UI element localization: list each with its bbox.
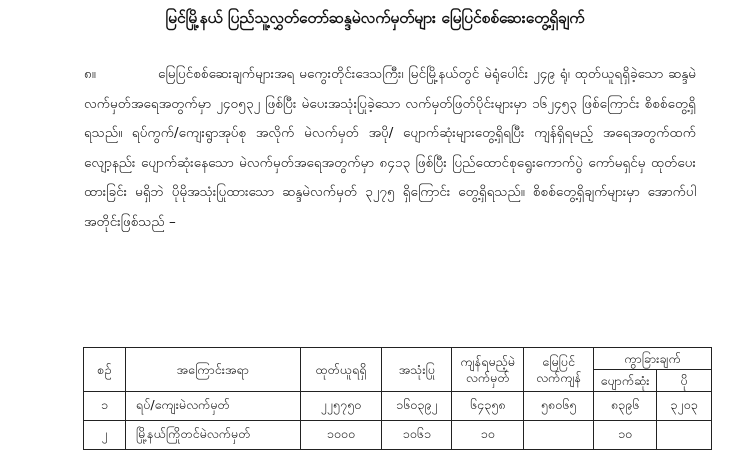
cell-description: ရပ်/ကျေးမဲလက်မှတ် — [125, 392, 300, 421]
document-title: မြင်မြို့နယ် ပြည်သူ့လွှတ်တော်ဆန္ဒမဲလက်မှတ်များ မြေပြင်စစ်ဆေးတွေ့ရှိချက် — [165, 9, 585, 27]
cell-extra — [657, 421, 712, 450]
ballot-table — [83, 347, 712, 450]
header-issued: ထုတ်ယူရရှိ — [300, 348, 382, 392]
cell-should-remain: ၁၀ — [452, 421, 524, 450]
cell-extra: ၃၂၀၃ — [657, 392, 712, 421]
table-row — [84, 421, 712, 450]
cell-should-remain: ၆၄၃၅၈ — [452, 392, 524, 421]
cell-no: ၂ — [84, 421, 126, 450]
header-extra: ပို — [657, 370, 712, 392]
cell-used: ၁၀၆၁ — [382, 421, 452, 450]
header-used: အသုံးပြု — [382, 348, 452, 392]
cell-field-remain: ၅၈၀၆၅ — [524, 392, 594, 421]
cell-no: ၁ — [84, 392, 126, 421]
header-should-remain: ကျန်ရမည့်မဲလက်မှတ် — [452, 348, 524, 392]
header-field-remain: မြေပြင်လက်ကျန် — [524, 348, 594, 392]
cell-issued: ၁၀၀၀ — [300, 421, 382, 450]
header-lost: ပျောက်ဆုံး — [594, 370, 657, 392]
paragraph-number: ၈။ — [84, 66, 96, 82]
cell-lost: ၁၀ — [594, 421, 657, 450]
paragraph-8 — [84, 60, 696, 237]
header-description: အကြောင်းအရာ — [125, 348, 300, 392]
cell-lost: ၈၃၉၆ — [594, 392, 657, 421]
cell-field-remain — [524, 421, 594, 450]
header-difference: ကွာခြားချက် — [594, 348, 712, 370]
cell-description: မြို့နယ်ကြိုတင်မဲလက်မှတ် — [125, 421, 300, 450]
table-row — [84, 392, 712, 421]
paragraph-text: မြေပြင်စစ်ဆေးချက်များအရ မကွေးတိုင်းဒေသကြီး၊ မြင်မြို့နယ်တွင် မဲရုံပေါင်း ၂၄၉ ရုံ၊ ထုတ်ယူရရှိခဲ့သော ဆန္ဒမဲလက်မှတ်အရေအတွက်မှာ ၂၄၀၅၃၂ ဖြစ်ပြီး မဲပေးအသုံးပြုခဲ့သော လက်မှတ်ဖြတ်ပိုင်းများမှာ ၁၆၂၄၅၃ ဖြစ်ကြောင်း စိစစ်တွေ့ရှိရသည်။ ရပ်ကွက်/ကျေးရွာအုပ်စု အလိုက် မဲလက်မှတ် အပို/ ပျောက်ဆုံးများတွေ့ရှိရပြီး ကျန်ရှိရမည့် အရေအတွက်ထက် လျော့နည်း ပျောက်ဆုံးနေသော မဲလက်မှတ်အရေအတွက်မှာ ၈၄၁၃ ဖြစ်ပြီး ပြည်ထောင်စုရွေးကောက်ပွဲ ကော်မရှင်မှ ထုတ်ပေးထားခြင်း မရှိဘဲ ပိုမိုအသုံးပြုထားသော ဆန္ဒမဲလက်မှတ် ၃၂၇၅ ရှိကြောင်း တွေ့ရှိရသည်။ စိစစ်တွေ့ရှိချက်များမှာ အောက်ပါအတိုင်းဖြစ်သည် – — [84, 66, 696, 230]
cell-used: ၁၆၀၃၉၂ — [382, 392, 452, 421]
cell-issued: ၂၂၅၇၅၀ — [300, 392, 382, 421]
header-no: စဉ် — [84, 348, 126, 392]
